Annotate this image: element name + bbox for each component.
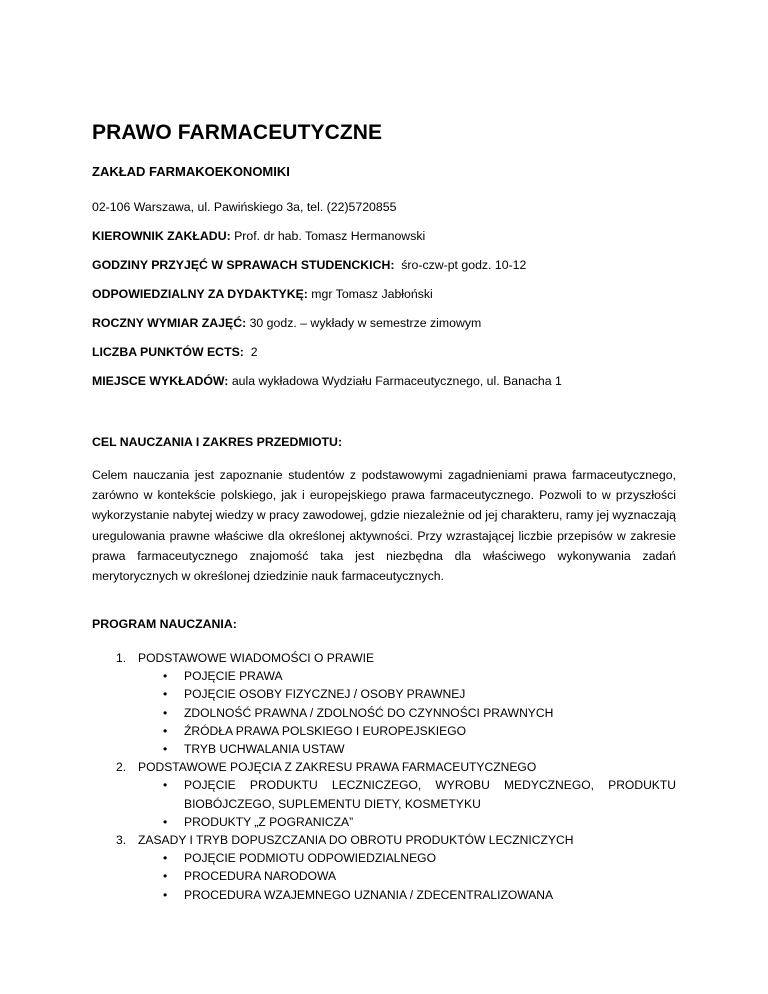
bullet-icon: • xyxy=(163,723,168,738)
bullet-icon: • xyxy=(163,742,168,757)
bullet-icon: • xyxy=(163,869,168,884)
info-label: ROCZNY WYMIAR ZAJĘĆ: xyxy=(92,316,247,330)
subitem-text: PRODUKTY „Z POGRANICZA” xyxy=(184,814,354,829)
info-label: KIEROWNIK ZAKŁADU: xyxy=(92,229,231,243)
program-subitem xyxy=(92,886,676,904)
program-item xyxy=(92,831,676,849)
subitem-text: POJĘCIE OSOBY FIZYCZNEJ / OSOBY PRAWNEJ xyxy=(184,687,466,702)
bullet-icon: • xyxy=(163,814,168,829)
program-item xyxy=(92,758,676,776)
info-ects-points xyxy=(92,345,258,359)
department-name: ZAKŁAD FARMAKOEKONOMIKI xyxy=(92,164,290,179)
info-label: GODZINY PRZYJĘĆ W SPRAWACH STUDENCKICH: xyxy=(92,258,395,272)
info-value: mgr Tomasz Jabłoński xyxy=(307,287,433,301)
program-subitem xyxy=(92,667,676,685)
info-value: Prof. dr hab. Tomasz Hermanowski xyxy=(230,229,426,243)
info-head-of-department xyxy=(92,229,425,243)
program-subitem xyxy=(92,867,676,885)
item-title: ZASADY I TRYB DOPUSZCZANIA DO OBROTU PRODUKTÓW LECZNICZYCH xyxy=(138,833,574,848)
bullet-icon: • xyxy=(163,705,168,720)
info-label: LICZBA PUNKTÓW ECTS: xyxy=(92,345,244,359)
page-title: PRAWO FARMACEUTYCZNE xyxy=(92,121,383,144)
program-subitem xyxy=(92,740,676,758)
subitem-text: ZDOLNOŚĆ PRAWNA / ZDOLNOŚĆ DO CZYNNOŚCI PRAWNYCH xyxy=(184,705,554,720)
info-lecture-location xyxy=(92,374,562,388)
info-label: ODPOWIEDZIALNY ZA DYDAKTYKĘ: xyxy=(92,287,308,301)
info-value: aula wykładowa Wydziału Farmaceutycznego, ul. Banacha 1 xyxy=(228,374,562,388)
program-subitem xyxy=(92,776,676,794)
info-label: MIEJSCE WYKŁADÓW: xyxy=(92,374,229,388)
subitem-text: POJĘCIE PRODUKTU LECZNICZEGO, WYROBU MEDYCZNEGO, PRODUKTU xyxy=(184,778,676,793)
program-list xyxy=(92,649,676,904)
info-value: śro-czw-pt godz. 10-12 xyxy=(394,258,527,272)
item-title: PODSTAWOWE POJĘCIA Z ZAKRESU PRAWA FARMACEUTYCZNEGO xyxy=(138,760,537,775)
info-value: 30 godz. – wykłady w semestrze zimowym xyxy=(246,316,482,330)
item-title: PODSTAWOWE WIADOMOŚCI O PRAWIE xyxy=(138,651,375,665)
bullet-icon: • xyxy=(163,669,168,684)
program-item xyxy=(92,649,676,667)
program-heading: PROGRAM NAUCZANIA: xyxy=(92,617,237,631)
subitem-text: PROCEDURA WZAJEMNEGO UZNANIA / ZDECENTRALIZOWANA xyxy=(184,887,554,902)
bullet-icon: • xyxy=(163,778,168,793)
goal-paragraph: Celem nauczania jest zapoznanie studentów z podstawowymi zagadnieniami prawa farmaceutycznego, zarówno w kontekście polskiego, jak i europejskiego prawa farmaceutycznego. Pozwoli to w przyszłości wykorzystanie nabytej wiedzy w pracy zawodowej, gdzie niezależnie od jej charakteru, ramy jej wyznaczają uregulowania prawne właściwe dla określonej aktywności. Przy wzrastającej liczbie przepisów w zakresie prawa farmaceutycznego znajomość taka jest niezbędna dla właściwego wykonywania zadań merytorycznych w określonej dziedzinie nauk farmaceutycznych. xyxy=(92,468,676,584)
info-annual-hours xyxy=(92,316,481,330)
item-number: 1. xyxy=(116,651,127,665)
subitem-text: TRYB UCHWALANIA USTAW xyxy=(184,742,345,757)
program-subitem xyxy=(92,849,676,867)
bullet-icon: • xyxy=(163,887,168,902)
item-number: 2. xyxy=(116,760,127,775)
program-subitem xyxy=(92,685,676,703)
item-number: 3. xyxy=(116,833,127,848)
program-subitem xyxy=(92,704,676,722)
info-value: 2 xyxy=(243,345,258,359)
subitem-text: PROCEDURA NARODOWA xyxy=(184,869,337,884)
subitem-text: POJĘCIE PRAWA xyxy=(184,669,283,684)
subitem-text: POJĘCIE PODMIOTU ODPOWIEDZIALNEGO xyxy=(184,851,436,866)
subitem-text: ŹRÓDŁA PRAWA POLSKIEGO I EUROPEJSKIEGO xyxy=(184,723,467,738)
program-subitem-continuation: BIOBÓJCZEGO, SUPLEMENTU DIETY, KOSMETYKU xyxy=(184,796,481,811)
info-office-hours xyxy=(92,258,526,272)
address-line: 02-106 Warszawa, ul. Pawińskiego 3a, tel. (22)5720855 xyxy=(92,200,397,214)
bullet-icon: • xyxy=(163,851,168,866)
program-subitem xyxy=(92,813,676,831)
info-teaching-coordinator xyxy=(92,287,433,301)
goal-heading: CEL NAUCZANIA I ZAKRES PRZEDMIOTU: xyxy=(92,435,343,449)
program-subitem xyxy=(92,722,676,740)
bullet-icon: • xyxy=(163,687,168,702)
